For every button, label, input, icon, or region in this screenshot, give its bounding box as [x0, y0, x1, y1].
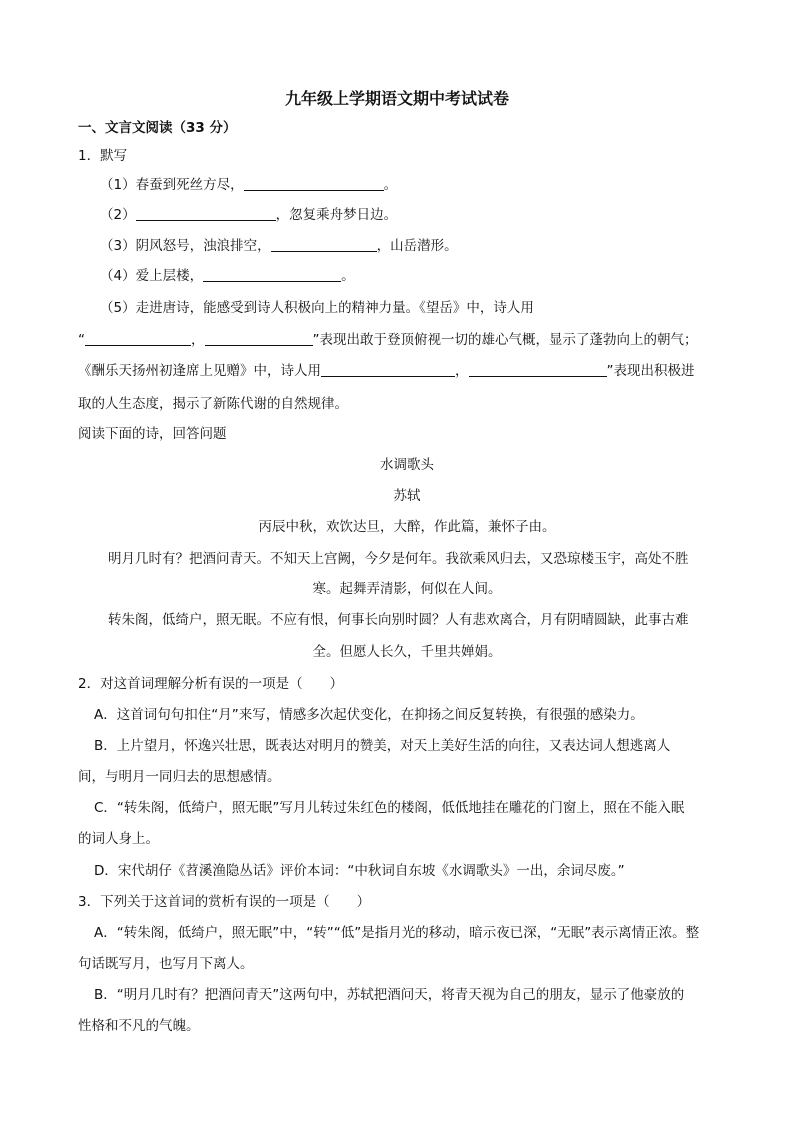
comma: ， — [191, 332, 205, 348]
q2-option-b-line-1[interactable]: B．上片望月，怀逸兴壮思，既表达对明月的赞美，对天上美好生活的向往，又表达词人想逃离人 — [94, 738, 671, 754]
q3-option-a-line-2: 句话既写月，也写月下离人。 — [78, 956, 254, 972]
q1-item-3-text: （3）阴风怒号，浊浪排空， — [100, 238, 271, 254]
q1-item-5-blank-3[interactable] — [321, 362, 455, 377]
comma: ， — [455, 363, 469, 379]
exam-title: 九年级上学期语文期中考试试卷 — [284, 89, 509, 108]
poem-stanza-1-line-2: 寒。起舞弄清影，何似在人间。 — [312, 581, 502, 597]
q1-item-1-end: 。 — [383, 177, 398, 193]
q1-item-4 — [100, 266, 355, 286]
poem-stanza-2-line-2: 全。但愿人长久，千里共婵娟。 — [312, 644, 502, 660]
q1-item-5-line3-text: 《酬乐天扬州初逢席上见赠》中，诗人用 — [78, 363, 321, 379]
q1-item-3 — [100, 236, 458, 256]
q1-item-5-line4: 取的人生态度，揭示了新陈代谢的自然规律。 — [78, 396, 348, 412]
poem-author: 苏轼 — [393, 488, 421, 504]
question-1-label: 1．默写 — [78, 148, 128, 164]
q2-option-a[interactable]: A．这首词句句扣住“月”来写，情感多次起伏变化，在抑扬之间反复转换，有很强的感染力。 — [94, 707, 644, 723]
reading-instruction: 阅读下面的诗，回答问题 — [78, 426, 227, 442]
q1-item-2-blank[interactable] — [136, 206, 276, 221]
q1-item-5-blank-2[interactable] — [205, 331, 313, 346]
q1-item-4-blank[interactable] — [203, 267, 341, 282]
q1-item-5-blank-1[interactable] — [85, 331, 191, 346]
q2-option-c-line-1[interactable]: C．“转朱阁，低绮户，照无眠”写月儿转过朱红色的楼阁，低低地挂在雕花的门窗上，照在不能入眠 — [94, 800, 685, 816]
q2-option-b-line-2: 间，与明月一同归去的思想感情。 — [78, 769, 281, 785]
q1-item-5-line3-end: ”表现出积极进 — [606, 363, 695, 379]
q3-option-a-line-1[interactable]: A．“转朱阁，低绮户，照无眠”中，“转”“低”是指月光的移动，暗示夜已深，“无眠”表示离情正浓。整 — [94, 925, 700, 941]
q1-item-2-text: （2） — [100, 207, 136, 223]
q1-item-5-line3 — [78, 361, 695, 381]
q1-item-2 — [100, 205, 397, 225]
q1-item-5-line1: （5）走进唐诗，能感受到诗人积极向上的精神力量。《望岳》中，诗人用 — [100, 300, 534, 316]
q1-item-5-line2 — [78, 330, 698, 350]
q2-option-c-line-2: 的词人身上。 — [78, 831, 159, 847]
question-3-stem: 3．下列关于这首词的赏析有误的一项是（ ） — [78, 894, 371, 910]
q1-item-3-blank[interactable] — [271, 237, 377, 252]
q1-item-5-line2-text: ”表现出敢于登顶俯视一切的雄心气概，显示了蓬勃向上的朝气； — [312, 332, 698, 348]
poem-stanza-2-line-1: 转朱阁，低绮户，照无眠。不应有恨，何事长向别时圆？人有悲欢离合，月有阴晴圆缺，此事古难 — [108, 612, 689, 628]
q1-item-1 — [100, 175, 397, 195]
q2-option-d[interactable]: D．宋代胡仔《苕溪渔隐丛话》评价本词：“中秋词自东坡《水调歌头》一出，余词尽废。” — [94, 863, 625, 879]
poem-title: 水调歌头 — [380, 457, 434, 473]
q1-item-1-blank[interactable] — [244, 176, 384, 191]
q1-item-3-end: ，山岳潜形。 — [376, 238, 458, 254]
q3-option-b-line-1[interactable]: B．“明月几时有？把酒问青天”这两句中，苏轼把酒问天，将青天视为自己的朋友，显示了他豪放的 — [94, 987, 685, 1003]
poem-stanza-1-line-1: 明月几时有？把酒问青天。不知天上宫阙，今夕是何年。我欲乘风归去，又恐琼楼玉宇，高处不胜 — [108, 551, 689, 567]
q1-item-5-blank-4[interactable] — [469, 362, 607, 377]
section-heading-classical-reading: 一、文言文阅读（33 分） — [78, 120, 237, 136]
q3-option-b-line-2: 性格和不凡的气魄。 — [78, 1018, 200, 1034]
poem-preface: 丙辰中秋，欢饮达旦，大醉，作此篇，兼怀子由。 — [258, 519, 556, 535]
q1-item-1-text: （1）春蚕到死丝方尽， — [100, 177, 244, 193]
q1-item-4-end: 。 — [341, 268, 355, 284]
q1-item-2-end: ，忽复乘舟梦日边。 — [275, 207, 398, 223]
q1-item-4-text: （4）爱上层楼， — [100, 268, 204, 284]
open-quote: “ — [78, 332, 85, 348]
question-2-stem: 2．对这首词理解分析有误的一项是（ ） — [78, 676, 344, 692]
